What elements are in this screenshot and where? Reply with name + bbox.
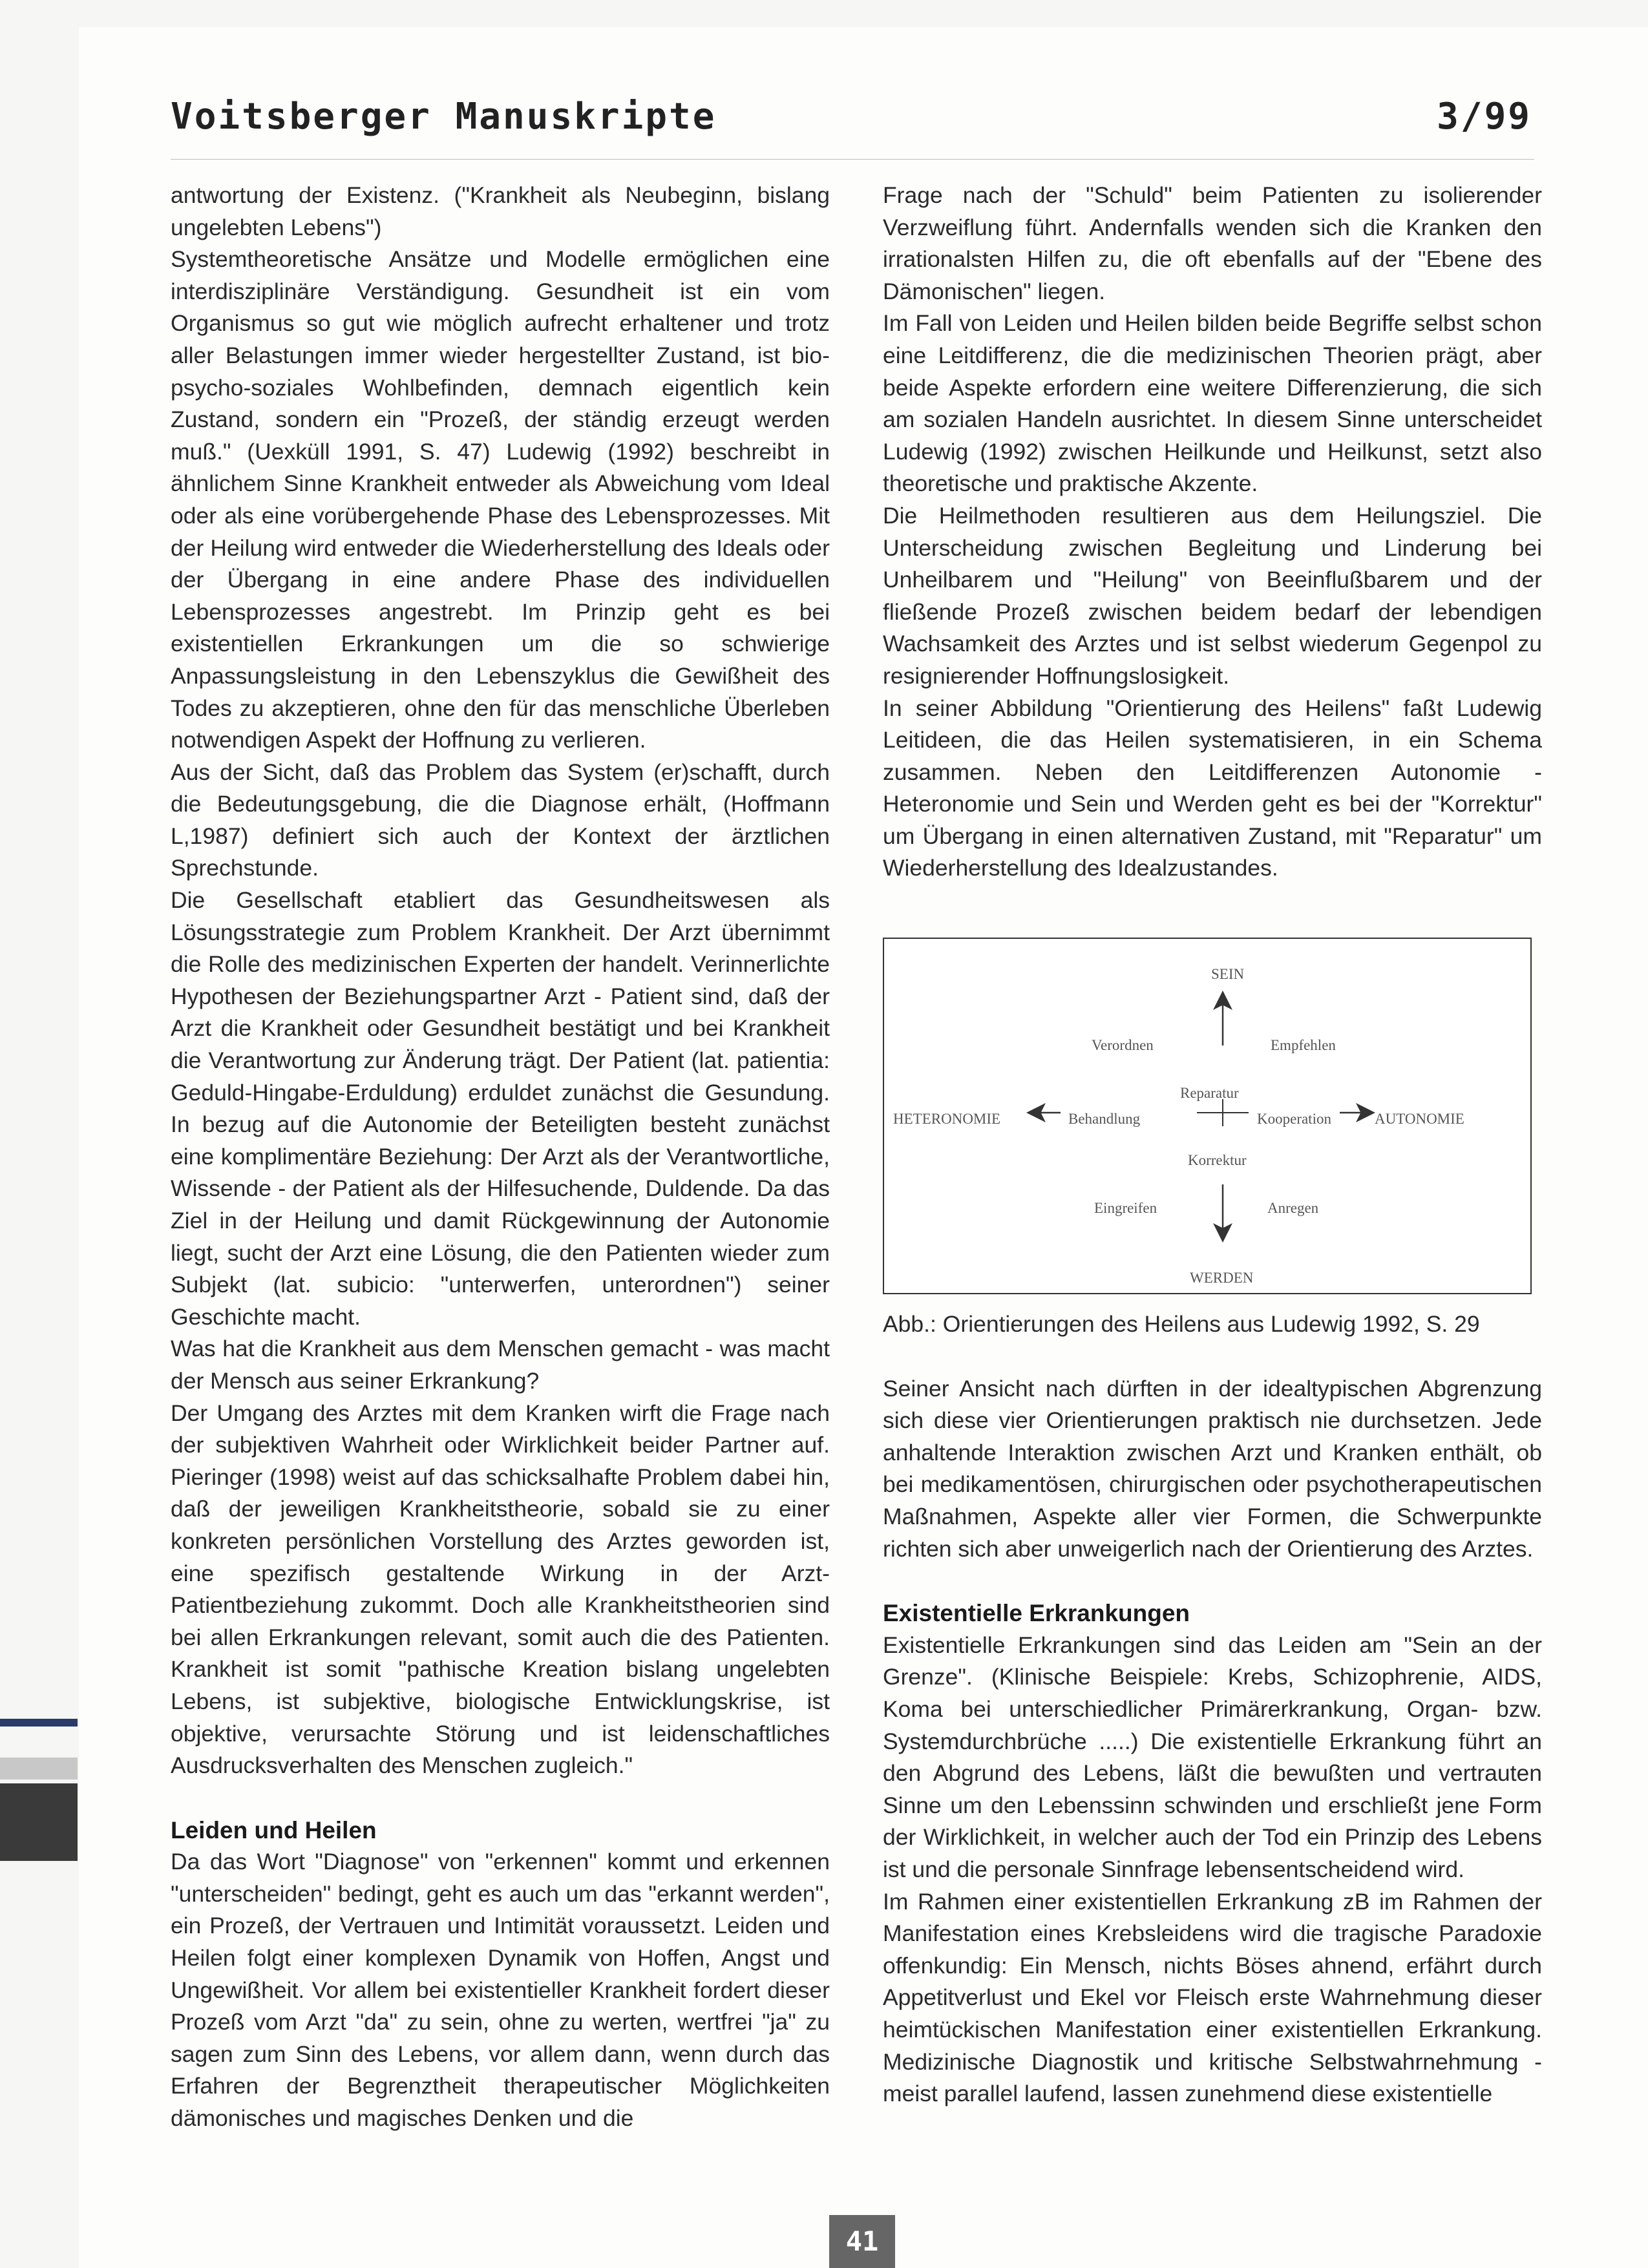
paragraph: Was hat die Krankheit aus dem Menschen gemacht - was macht der Mensch aus seiner Erkrankung?	[171, 1336, 830, 1394]
paragraph: Frage nach der "Schuld" beim Patienten zu isolierender Verzweiflung führt. Andernfalls wenden sich die Kranken den irrationalsten Hilfen zu, die oft ebenfalls auf der "Ebene des Dämonischen" liegen.	[883, 182, 1542, 304]
paragraph: Existentielle Erkrankungen sind das Leiden am "Sein an der Grenze". (Klinische Beispiele: Krebs, Schizophrenie, AIDS, Koma bei unterschiedlicher Primärerkrankung, Organ- bzw. Systemdurchbrüche .....) Die existentielle Erkrankung führt an den Abgrund des Lebens, läßt die bewußten und vertrauten Sinne um den Lebenssinn schwinden und erschließt jene Form der Wirklichkeit, in welcher auch der Tod ein Prinzip des Lebens ist und die personale Sinnfrage lebensentscheidend wird.	[883, 1632, 1542, 1882]
paragraph: antwortung der Existenz. ("Krankheit als Neubeginn, bislang ungelebten Lebens")	[171, 182, 830, 240]
label-empfehlen: Empfehlen	[1271, 1037, 1336, 1054]
label-autonomie: AUTONOMIE	[1375, 1111, 1464, 1128]
label-anregen: Anregen	[1267, 1200, 1319, 1217]
section-heading-existentielle-erkrankungen: Existentielle Erkrankungen	[883, 1600, 1190, 1627]
paragraph: Da das Wort "Diagnose" von "erkennen" kommt und erkennen "unterscheiden" bedingt, geht es auch um das "erkannt werden", ein Prozeß, der Vertrauen und Intimität voraussetzt. Leiden und Heilen folgt einer komplexen Dynamik von Hoffen, Angst und Ungewißheit. Vor allem bei existentieller Krankheit fordert dieser Prozeß vom Arzt "da" zu sein, ohne zu werten, wertfrei "ja" zu sagen zum Sinn des Lebens, vor allem dann, wenn durch das Erfahren der Begrenztheit therapeutischer Möglichkeiten dämonisches und magisches Denken und die	[171, 1849, 830, 2132]
scan-edge-mark	[0, 1719, 78, 1727]
paragraph: Die Gesellschaft etabliert das Gesundheitswesen als Lösungsstrategie zum Problem Krankheit. Der Arzt übernimmt die Rolle des medizinischen Experten der handelt. Verinnerlichte Hypothesen der Beziehungspartner Arzt - Patient sind, daß der Arzt die Krankheit oder Gesundheit bestätigt und bei Krankheit die Verantwortung zur Änderung trägt. Der Patient (lat. patientia: Geduld-Hingabe-Erduldung) erduldet zunächst die Gesundung. In bezug auf die Autonomie der Beteiligten besteht zunächst eine komplimentäre Beziehung: Der Arzt als der Verantwortliche, Wissende - der Patient als der Hilfesuchende, Duldende. Da das Ziel in der Heilung und damit Rückgewinnung der Autonomie liegt, sucht der Arzt eine Lösung, die den Patienten wieder zum Subjekt (lat. subicio: "unterwerfen, unterordnen") seiner Geschichte macht.	[171, 887, 830, 1330]
spacer	[883, 885, 1542, 923]
label-verordnen: Verordnen	[1092, 1037, 1154, 1054]
left-column	[171, 180, 830, 2135]
figure-caption: Abb.: Orientierungen des Heilens aus Ludewig 1992, S. 29	[883, 1311, 1480, 1338]
paragraph: Im Fall von Leiden und Heilen bilden beide Begriffe selbst schon eine Leitdifferenz, die die medizinischen Theorien prägt, aber beide Aspekte erfordern eine weitere Differenzierung, die sich am sozialen Handeln ausrichtet. In diesem Sinne unterscheidet Ludewig (1992) zwischen Heilkunde und Heilkunst, setzt also theoretische und praktische Akzente.	[883, 310, 1542, 497]
label-reparatur: Reparatur	[1180, 1085, 1239, 1102]
right-column	[883, 180, 1542, 2110]
issue-number: 3/99	[1437, 96, 1532, 138]
label-eingreifen: Eingreifen	[1094, 1200, 1157, 1217]
paragraph: Im Rahmen einer existentiellen Erkrankung zB im Rahmen der Manifestation eines Krebsleidens wird die tragische Paradoxie offenkundig: Ein Mensch, nichts Böses ahnend, erfährt durch Appetitverlust und Ekel vor Fleisch erste Wahrnehmung dieser heimtückischen Manifestation einer existentiellen Erkrankung. Medizinische Diagnostik und kritische Selbstwahrnehmung - meist parallel laufend, lassen zunehmend diese existentielle	[883, 1888, 1542, 2107]
label-werden: WERDEN	[1190, 1270, 1254, 1286]
paragraph: Aus der Sicht, daß das Problem das System (er)schafft, durch die Bedeutungsgebung, die die Diagnose erhält, (Hoffmann L,1987) definiert sich auch der Kontext der ärztlichen Sprechstunde.	[171, 759, 830, 881]
scan-edge-mark	[0, 1758, 78, 1780]
paragraph: Die Heilmethoden resultieren aus dem Heilungsziel. Die Unterscheidung zwischen Begleitung und Linderung bei Unheilbarem und "Heilung" von Beeinflußbarem und der fließende Prozeß zwischen beidem bedarf der lebendigen Wachsamkeit des Arztes und ist selbst wiederum Gegenpol zu resignierender Hoffnungslosigkeit.	[883, 502, 1542, 689]
label-kooperation: Kooperation	[1257, 1111, 1331, 1128]
paragraph: Seiner Ansicht nach dürften in der idealtypischen Abgrenzung sich diese vier Orientierungen praktisch nie durchsetzen. Jede anhaltende Interaktion zwischen Arzt und Kranken enthält, ob bei medikamentösen, chirurgischen oder psychotherapeutischen Maßnahmen, Aspekte aller vier Formen, die Schwerpunkte richten sich aber unweigerlich nach der Orientierung des Arztes.	[883, 1375, 1542, 1562]
scan-edge-mark	[0, 1783, 78, 1861]
journal-title: Voitsberger Manuskripte	[171, 96, 717, 138]
orientation-diagram	[883, 938, 1532, 1294]
label-korrektur: Korrektur	[1188, 1152, 1247, 1169]
spacer	[883, 1341, 1542, 1373]
label-heteronomie: HETERONOMIE	[893, 1111, 1001, 1128]
label-behandlung: Behandlung	[1068, 1111, 1141, 1128]
spacer	[171, 1782, 830, 1814]
spacer	[883, 1565, 1542, 1597]
paragraph: In seiner Abbildung "Orientierung des Heilens" faßt Ludewig Leitideen, die das Heilen systematisieren, in ein Schema zusammen. Neben den Leitdifferenzen Autonomie - Heteronomie und Sein und Werden geht es bei der "Korrektur" um Übergang in einen alternativen Zustand, mit "Reparatur" um Wiederherstellung des Idealzustandes.	[883, 695, 1542, 881]
label-sein: SEIN	[1211, 966, 1245, 983]
page-number: 41	[829, 2215, 895, 2268]
paragraph: Der Umgang des Arztes mit dem Kranken wirft die Frage nach der subjektiven Wahrheit oder Wirklichkeit beider Partner auf. Pieringer (1998) weist auf das schicksalhafte Problem dabei hin, daß der jeweiligen Krankheitstheorie, sobald sie zu einer konkreten persönlichen Vorstellung des Arztes geworden ist, eine spezifisch gestaltende Wirkung in der Arzt-Patientbeziehung zukommt. Doch alle Krankheitstheorien sind bei allen Erkrankungen relevant, somit auch die des Patienten. Krankheit ist somit "pathische Kreation bislang ungelebten Lebens, ist subjektive, biologische Entwicklungskrise, ist objektive, verursachte Störung und ist leidenschaftliches Ausdrucksverhalten des Menschen zugleich."	[171, 1400, 830, 1779]
header-rule	[171, 159, 1534, 160]
paragraph: Systemtheoretische Ansätze und Modelle ermöglichen eine interdisziplinäre Verständigung. Gesundheit ist ein vom Organismus so gut wie möglich aufrecht erhaltener und trotz aller Belastungen immer wieder hergestellter Zustand, ist bio-psycho-soziales Wohlbefinden, demnach eigentlich kein Zustand, sondern ein "Prozeß, der ständig erzeugt werden muß." (Uexküll 1991, S. 47) Ludewig (1992) beschreibt in ähnlichem Sinne Krankheit entweder als Abweichung vom Ideal oder als eine vorübergehende Phase des Lebensprozesses. Mit der Heilung wird entweder die Wiederherstellung des Ideals oder der Übergang in eine andere Phase des individuellen Lebensprozesses angestrebt. Im Prinzip geht es bei existentiellen Erkrankungen um die so schwierige Anpassungsleistung in den Lebenszyklus die Gewißheit des Todes zu akzeptieren, ohne den für das menschliche Überleben notwendigen Aspekt der Hoffnung zu verlieren.	[171, 246, 830, 753]
section-heading-leiden-und-heilen: Leiden und Heilen	[171, 1816, 377, 1843]
